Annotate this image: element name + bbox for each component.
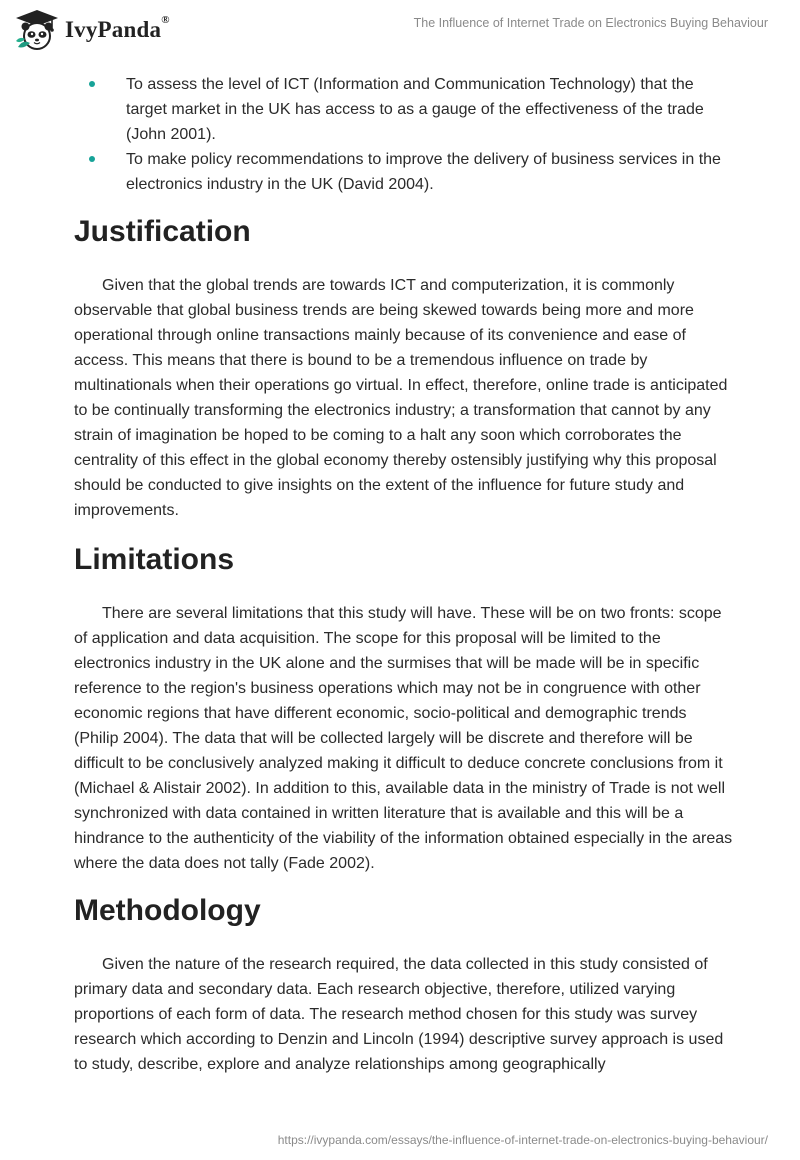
page-header <box>0 0 800 60</box>
section-heading-limitations: Limitations <box>74 543 235 576</box>
list-item: To make policy recommendations to improve the delivery of business services in the electronics industry in the UK (David 2004). <box>74 147 734 197</box>
registered-mark: ® <box>161 14 170 26</box>
limitations-paragraph: There are several limitations that this study will have. These will be on two fronts: scope of application and data acquisition. The scope for this proposal will be limited to the electronics industry in the UK alone and the surmises that will be made will be in specific reference to the region's business operations which may not be in congruence with other economic regions that have different economic, socio-political and demographic trends (Philip 2004). The data that will be collected largely will be discrete and therefore will be difficult to be conclusively analyzed making it difficult to deduce concrete conclusions from it (Michael & Alistair 2002). In addition to this, available data in the ministry of Trade is not well synchronized with data contained in written literature that is available and this will be a hindrance to the authenticity of the viability of the information obtained especially in the areas where the data does not tally (Fade 2002). <box>74 605 733 872</box>
section-heading-justification: Justification <box>74 215 251 248</box>
justification-paragraph: Given that the global trends are towards ICT and computerization, it is commonly observable that global business trends are being skewed towards being more and more operational through online transactions mainly because of its convenience and ease of access. This means that there is bound to be a tremendous influence on trade by multinationals when their operations go virtual. In effect, therefore, online trade is anticipated to be continually transforming the electronics industry; a transformation that cannot by any strain of imagination be hoped to be coming to a halt any soon which corroborates the centrality of this effect in the global economy thereby ostensibly justifying why this proposal should be conducted to give insights on the extent of the influence for future study and improvements. <box>74 277 728 519</box>
methodology-paragraph: Given the nature of the research required, the data collected in this study consisted of primary data and secondary data. Each research objective, therefore, utilized varying proportions of each form of data. The research method chosen for this study was survey research which according to Denzin and Lincoln (1994) descriptive survey approach is used to study, describe, explore and analyze relationships among geographically <box>74 956 724 1073</box>
essay-body <box>74 72 734 1077</box>
section-heading-methodology: Methodology <box>74 894 261 927</box>
document-title: The Influence of Internet Trade on Electronics Buying Behaviour <box>413 16 768 30</box>
panda-graduation-icon <box>14 9 60 51</box>
source-url-link[interactable]: https://ivypanda.com/essays/the-influence-of-internet-trade-on-electronics-buying-behaviour/ <box>277 1133 768 1147</box>
logo-text: IvyPanda® <box>65 14 170 42</box>
objectives-list <box>74 72 734 197</box>
list-item: To assess the level of ICT (Information and Communication Technology) that the target market in the UK has access to as a gauge of the effectiveness of the trade (John 2001). <box>74 72 734 147</box>
ivypanda-logo[interactable] <box>14 9 170 51</box>
